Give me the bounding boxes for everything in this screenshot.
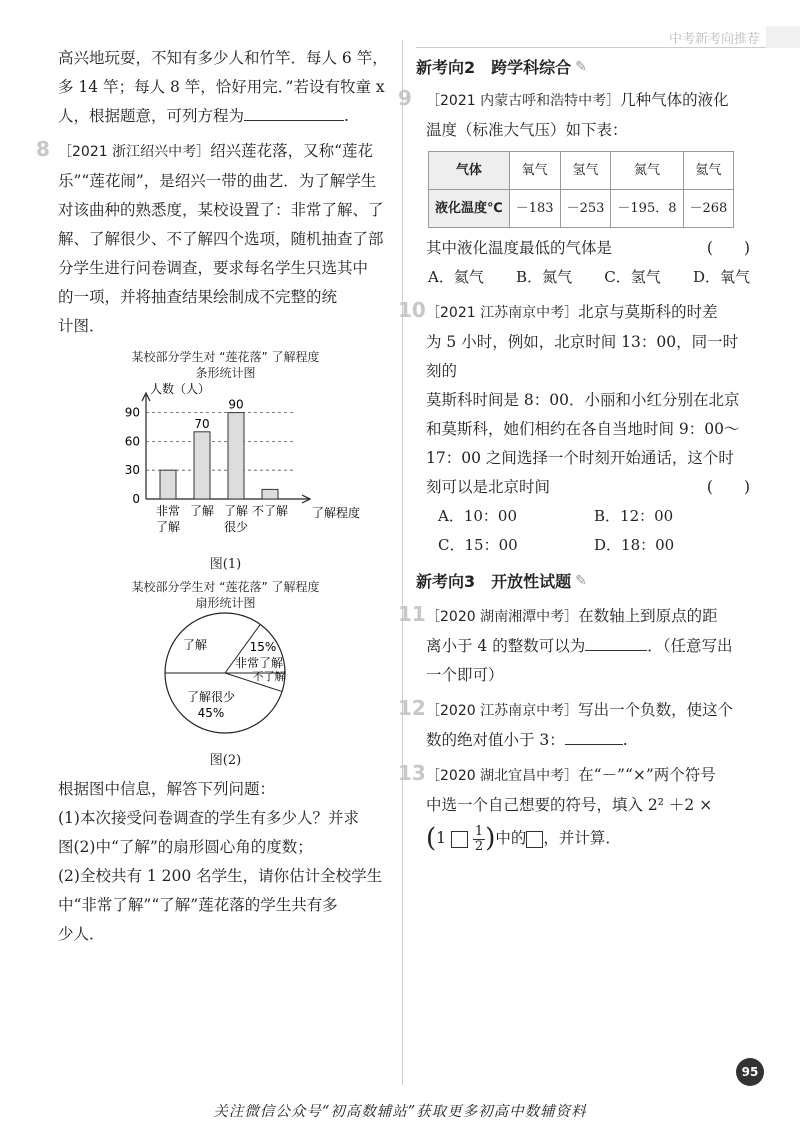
prev-question-line: 人，根据题意，可列方程为 .	[58, 107, 349, 125]
pie-slice-label: 45%	[197, 706, 225, 720]
x-tick-label: 了解	[223, 504, 249, 518]
pie-chart-subtitle: 扇形统计图	[195, 596, 256, 610]
option[interactable]: C．15：00	[438, 536, 518, 554]
question-text: 计图．	[58, 317, 105, 335]
question-text: 分学生进行问卷调查，要求每名学生只选其中	[58, 259, 369, 277]
question-8	[36, 137, 393, 341]
section-title-3: 新考向3 开放性试题 ✎	[416, 566, 750, 596]
table-cell: 氧气	[509, 152, 560, 190]
option[interactable]: D．氧气	[692, 268, 750, 286]
table-cell: 氢气	[560, 152, 611, 190]
symbol-box[interactable]	[451, 831, 468, 848]
pie-chart-title: 某校部分学生对 “莲花落” 了解程度	[131, 580, 320, 594]
bar-chart-title: 某校部分学生对 “莲花落” 了解程度	[131, 350, 320, 364]
bar-data-label: 90	[228, 397, 244, 412]
footer-text: 关注微信公众号“初高数辅站”获取更多初高中数辅资料	[213, 1104, 587, 1120]
answer-paren[interactable]: ( )	[706, 239, 750, 257]
x-tick-label: 很少	[223, 520, 249, 534]
answer-blank[interactable]	[244, 105, 344, 121]
sub-question-1: 图(2)中“了解”的扇形圆心角的度数；	[58, 838, 313, 856]
answer-blank[interactable]	[565, 729, 623, 745]
bar	[160, 470, 176, 499]
bar-chart-block	[58, 349, 393, 575]
x-axis-label: 了解程度	[312, 506, 361, 520]
table-cell: －268	[683, 190, 734, 228]
x-tick-label: 不了解	[251, 504, 289, 518]
question-number: 12	[398, 696, 426, 720]
question-text: 乐”“莲花闹”，是绍兴一带的曲艺．为了解学生	[58, 172, 377, 190]
ask-intro: 根据图中信息，解答下列问题：	[58, 780, 276, 798]
page-header-title: 中考新考向推荐	[668, 32, 760, 47]
question-source: ［2021 江苏南京中考］	[426, 305, 579, 321]
question-text: 对该曲种的熟悉度，某校设置了：非常了解、了	[58, 201, 384, 219]
bar	[194, 432, 210, 499]
y-tick-label: 90	[124, 405, 140, 420]
pie-slice-label: 非常了解	[234, 656, 284, 670]
page-header	[416, 26, 800, 48]
answer-paren[interactable]: ( )	[706, 478, 750, 496]
question-text: 离小于 4 的整数可以为 ．（任意写出	[426, 637, 733, 655]
bar	[262, 489, 278, 499]
question-text: 其中液化温度最低的气体是 ( )	[416, 234, 750, 263]
question-source: ［2020 湖北宜昌中考］	[426, 768, 579, 784]
bar-data-label: 70	[194, 416, 210, 431]
question-text: 北京与莫斯科的时差	[578, 303, 718, 321]
pie-slice-label: 了解	[182, 638, 208, 652]
symbol-box[interactable]	[526, 831, 543, 848]
question-source: ［2020 湖南湘潭中考］	[426, 609, 579, 625]
table-cell: －253	[560, 190, 611, 228]
section-title-2: 新考向2 跨学科综合 ✎	[416, 52, 750, 82]
question-text: 绍兴莲花落，又称“莲花	[210, 142, 374, 160]
question-text: 在数轴上到原点的距	[578, 607, 718, 625]
question-12	[398, 696, 750, 755]
pie-chart	[58, 611, 393, 735]
prev-question-line: 高兴地玩耍，不知有多少人和竹竿．每人 6 竿，	[58, 49, 388, 67]
question-9	[398, 86, 750, 292]
question-source: ［2020 江苏南京中考］	[426, 703, 579, 719]
x-tick-label: 了解	[155, 520, 181, 534]
pie-slice-label: 不了解	[252, 670, 286, 683]
pencil-icon: ✎	[575, 58, 587, 75]
sub-question-2: 中“非常了解”“了解”莲花落的学生共有多	[58, 896, 338, 914]
option[interactable]: A．10：00	[438, 507, 518, 525]
options	[416, 263, 750, 292]
question-11	[398, 602, 750, 690]
question-text: 刻可以是北京时间 ( )	[416, 473, 750, 502]
question-text: 为 5 小时，例如，北京时间 13：00，同一时刻的	[426, 333, 739, 380]
option[interactable]: B．氮气	[516, 268, 573, 286]
option[interactable]: B．12：00	[594, 507, 674, 525]
question-text: 17：00 之间选择一个时刻开始通话，这个时	[426, 449, 734, 467]
option[interactable]: D．18：00	[594, 536, 675, 554]
header-tab	[766, 26, 800, 48]
expr-one: 1	[436, 829, 447, 847]
x-tick-label: 了解	[189, 504, 215, 518]
table-cell: 氦气	[683, 152, 734, 190]
column-divider	[402, 40, 403, 1085]
expression-line	[416, 824, 750, 854]
paren-open: (	[426, 823, 437, 854]
question-source: ［2021 内蒙古呼和浩特中考］	[426, 93, 621, 109]
table-cell: －183	[509, 190, 560, 228]
question-number: 11	[398, 602, 426, 626]
question-text: 和莫斯科，她们相约在各自当地时间 9：00～	[426, 420, 740, 438]
pie-slice-label: 15%	[249, 640, 277, 654]
pie-chart-block	[58, 579, 393, 771]
question-13	[398, 761, 750, 854]
y-tick-label: 0	[132, 492, 140, 506]
table-cell: 氮气	[611, 152, 683, 190]
question-text: 中的	[495, 829, 527, 847]
fraction: $\frac{1}{2}$	[474, 823, 484, 854]
y-tick-label: 60	[124, 434, 140, 449]
question-text: 温度（标准大气压）如下表：	[426, 121, 628, 139]
question-text: 写出一个负数，使这个	[578, 701, 734, 719]
paren-close: )	[485, 823, 496, 854]
question-text: 几种气体的液化	[620, 91, 729, 109]
question-text: 的一项，并将抽查结果绘制成不完整的统	[58, 288, 338, 306]
question-10	[398, 298, 750, 560]
question-text: 一个即可）	[426, 666, 504, 684]
pie-slice-label: 了解很少	[186, 690, 236, 704]
bar	[228, 413, 244, 499]
question-number: 13	[398, 761, 426, 785]
x-tick-label: 非常	[155, 504, 181, 518]
question-text: 数的绝对值小于 3： .	[426, 731, 628, 749]
bar-chart	[58, 381, 393, 541]
question-number: 10	[398, 298, 426, 322]
question-number: 9	[398, 86, 412, 110]
option[interactable]: A．氦气	[428, 268, 484, 286]
figure-caption-2: 图(2)	[209, 753, 242, 768]
option[interactable]: C．氢气	[604, 268, 661, 286]
y-tick-label: 30	[124, 463, 140, 478]
figure-caption-1: 图(1)	[209, 557, 242, 572]
pencil-icon: ✎	[575, 572, 587, 589]
bar-chart-subtitle: 条形统计图	[195, 366, 256, 380]
table-header: 液化温度℃	[429, 190, 510, 228]
question-text: 中选一个自己想要的符号，填入 2² ＋2 ×	[426, 796, 713, 814]
question-8-asks	[58, 775, 393, 949]
right-column	[398, 52, 750, 854]
answer-blank[interactable]	[585, 635, 647, 651]
prev-question-line: 多 14 竿；每人 8 竿，恰好用完．”若设有牧童 x	[58, 78, 385, 96]
options	[416, 502, 750, 560]
page-number: 95	[736, 1058, 764, 1086]
question-text: 在“－”“×”两个符号	[578, 766, 716, 784]
question-number: 8	[36, 137, 50, 161]
question-text: 解、了解很少、不了解四个选项，随机抽查了部	[58, 230, 384, 248]
table-cell: －195．8	[611, 190, 683, 228]
y-axis-label: 人数（人）	[150, 382, 211, 396]
question-text: ，并计算．	[543, 829, 621, 847]
left-column	[36, 44, 393, 949]
question-text: 莫斯科时间是 8：00．小丽和小红分别在北京	[426, 391, 740, 409]
gas-table	[428, 151, 734, 228]
table-header: 气体	[429, 152, 510, 190]
question-source: ［2021 浙江绍兴中考］	[58, 144, 211, 160]
sub-question-2: 少人．	[58, 925, 105, 943]
sub-question-2: (2)全校共有 1 200 名学生，请你估计全校学生	[58, 867, 383, 885]
sub-question-1: (1)本次接受问卷调查的学生有多少人？并求	[58, 809, 359, 827]
